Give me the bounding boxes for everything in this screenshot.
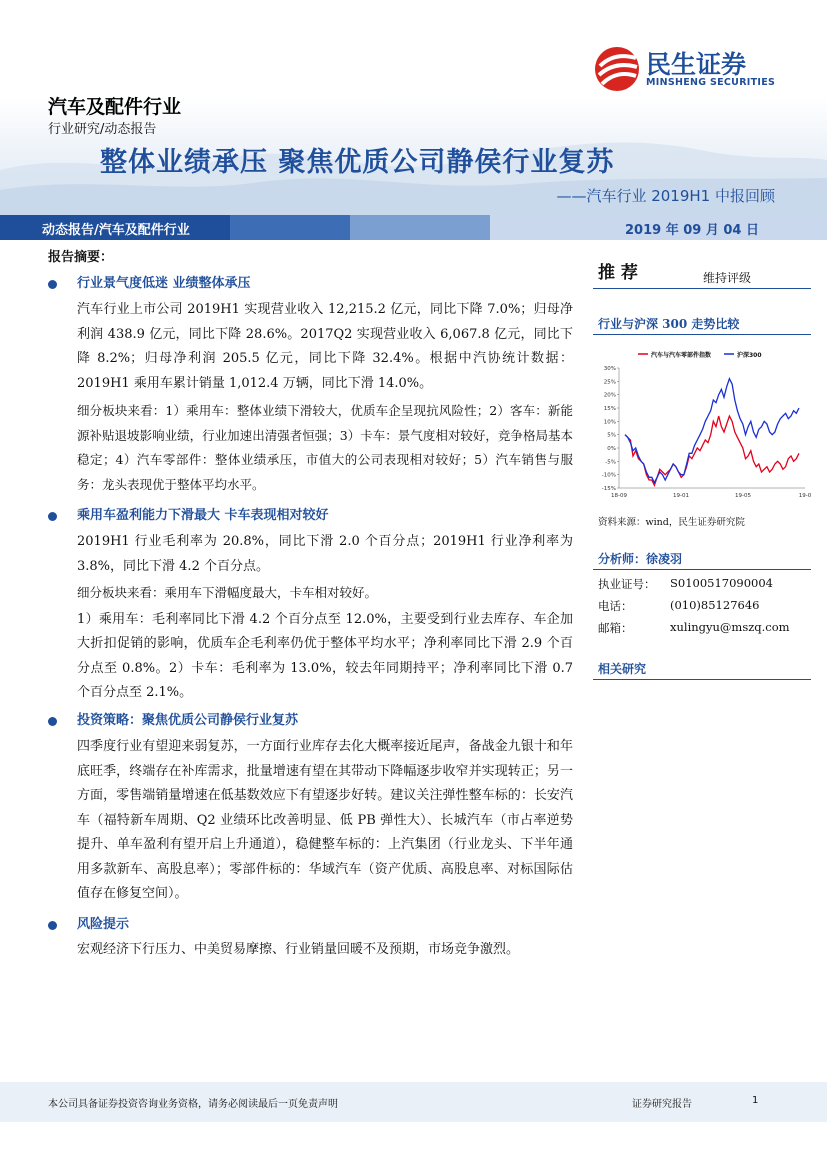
paragraph: 2019H1 行业毛利率为 20.8%，同比下滑 2.0 个百分点；2019H1 行业净利率为 3.8%，同比下滑 4.2 个百分点。 [77, 534, 573, 574]
license-number: S0100517090004 [670, 576, 773, 590]
x-tick-label: 19-05 [735, 493, 751, 499]
brand-name-en: MINSHENG SECURITIES [646, 77, 776, 88]
brand-name-cn: 民生证券 [646, 50, 747, 79]
trend-chart [593, 338, 811, 500]
y-tick-label: 15% [603, 406, 616, 412]
analyst-name: 分析师：徐凌羽 [598, 552, 683, 566]
chart-title: 行业与沪深 300 走势比较 [593, 313, 811, 335]
section-1 [48, 273, 573, 497]
section-heading-text: 投资策略：聚焦优质公司静侯行业复苏 [77, 713, 299, 728]
related-research-header [593, 656, 811, 680]
band-segment [230, 215, 350, 240]
related-research-label: 相关研究 [598, 662, 647, 676]
info-row [598, 576, 773, 592]
info-row [598, 598, 760, 614]
band-category: 动态报告/汽车及配件行业 [42, 223, 190, 238]
series-line [625, 416, 799, 485]
chart-x-axis [611, 488, 811, 499]
rating: 推 荐 [598, 263, 638, 283]
info-label: 电话： [598, 599, 633, 613]
x-tick-label: 19-01 [673, 493, 689, 499]
y-tick-label: -5% [605, 459, 616, 466]
info-label: 执业证号： [598, 577, 656, 591]
y-tick-label: 20% [603, 392, 616, 399]
info-label: 邮箱： [598, 621, 633, 635]
chart-source: 资料来源：wind，民生证券研究院 [598, 517, 745, 528]
paragraph: 细分板块来看：乘用车下滑幅度最大，卡车相对较好。 [77, 585, 378, 600]
y-tick-label: -10% [601, 472, 616, 479]
report-title: 整体业绩承压 聚焦优质公司静侯行业复苏 [100, 147, 615, 178]
y-tick-label: -15% [601, 486, 616, 492]
email-link[interactable]: xulingyu@mszq.com [670, 620, 790, 634]
phone-number: (010)85127646 [670, 598, 760, 612]
section-2 [48, 505, 573, 706]
section-heading-text: 乘用车盈利能力下滑最大 卡车表现相对较好 [77, 508, 329, 523]
y-tick-label: 10% [603, 419, 616, 426]
report-subtitle: ——汽车行业 2019H1 中报回顾 [556, 187, 775, 205]
chart-y-axis [602, 366, 619, 492]
section-heading-text: 风险提示 [77, 917, 130, 932]
section-heading-text: 行业景气度低迷 业绩整体承压 [77, 276, 251, 291]
rating-box [593, 247, 811, 289]
paragraph: 宏观经济下行压力、中美贸易摩擦、行业销量回暖不及预期，市场竞争激烈。 [77, 942, 520, 957]
sidebar [593, 247, 811, 335]
paragraph: 汽车行业上市公司 2019H1 实现营业收入 12,215.2 亿元，同比下降 7.0%；归母净利润 438.9 亿元，同比下降 28.6%。2017Q2 实现营业收入 6,067.8 亿元，同比下降 8.2%；归母净利润 205.5 亿元，同比下降 32.4%。根据中汽协统计数据：2019H1 乘用车累计销量 1,012.4 万辆，同比下滑 14.0%。 [77, 302, 573, 391]
legend-label: 汽车与汽车零部件指数 [651, 352, 712, 359]
chart-series [625, 379, 799, 486]
report-date: 2019 年 09 月 04 日 [625, 223, 759, 238]
bullet-icon [48, 280, 57, 289]
chart-legend [638, 351, 762, 359]
y-tick-label: 0% [607, 446, 616, 452]
x-tick-label: 18-09 [611, 493, 627, 499]
rating-note: 维持评级 [703, 271, 752, 285]
legend-label: 沪深300 [737, 352, 762, 359]
bullet-icon [48, 717, 57, 726]
report-subtype: 行业研究/动态报告 [48, 122, 157, 137]
section-heading [48, 710, 573, 732]
section-3 [48, 710, 573, 907]
footer-label: 证券研究报告 [632, 1099, 692, 1110]
section-heading [48, 505, 573, 527]
page-number: 1 [752, 1095, 759, 1106]
section-heading [48, 914, 573, 936]
analyst-header [593, 546, 811, 570]
paragraph: 细分板块来看：1）乘用车：整体业绩下滑较大，优质车企呈现抗风险性；2）客车：新能源补贴退坡影响业绩，行业加速出清强者恒强；3）卡车：景气度相对较好，竞争格局基本稳定；4）汽车零部件：整体业绩承压，市值大的公司表现相对较好；5）汽车销售与服务：龙头表现优于整体平均水平。 [77, 403, 573, 492]
x-tick-label: 19-0 [798, 493, 811, 499]
y-tick-label: 5% [607, 432, 616, 439]
band-segment [350, 215, 490, 240]
bullet-icon [48, 921, 57, 930]
summary-title: 报告摘要： [48, 250, 114, 265]
y-tick-label: 30% [603, 366, 616, 372]
y-tick-label: 25% [603, 379, 616, 386]
section-4 [48, 914, 573, 963]
sector-title: 汽车及配件行业 [48, 96, 182, 118]
paragraph: 1）乘用车：毛利率同比下滑 4.2 个百分点至 12.0%，主要受到行业去库存、车企加大折扣促销的影响，优质车企毛利率仍优于整体平均水平；净利率同比下滑 2.9 个百分点至 0.8%。2）卡车：毛利率为 13.0%，较去年同期持平；净利率同比下滑 0.7 个百分点至 2.1%。 [77, 611, 573, 700]
section-heading [48, 273, 573, 295]
paragraph: 四季度行业有望迎来弱复苏，一方面行业库存去化大概率接近尾声，备战金九银十和年底旺季，终端存在补库需求，批量增速有望在其带动下降幅逐步收窄并实现转正；另一方面，零售端销量增速在低基数效应下有望逐步好转。建议关注弹性整车标的：长安汽车（福特新车周期、Q2 业绩环比改善明显、低 PB 弹性大）、长城汽车（市占率逆势提升、单车盈利有望开启上升通道），稳健整车标的：上汽集团（行业龙头、下半年通用多款新车、高股息率）；零部件标的：华域汽车（资产优质、高股息率、对标国际估值存在修复空间）。 [77, 739, 573, 901]
footer-disclaimer: 本公司具备证券投资咨询业务资格，请务必阅读最后一页免责声明 [48, 1099, 338, 1110]
info-row [598, 620, 790, 636]
bullet-icon [48, 512, 57, 521]
